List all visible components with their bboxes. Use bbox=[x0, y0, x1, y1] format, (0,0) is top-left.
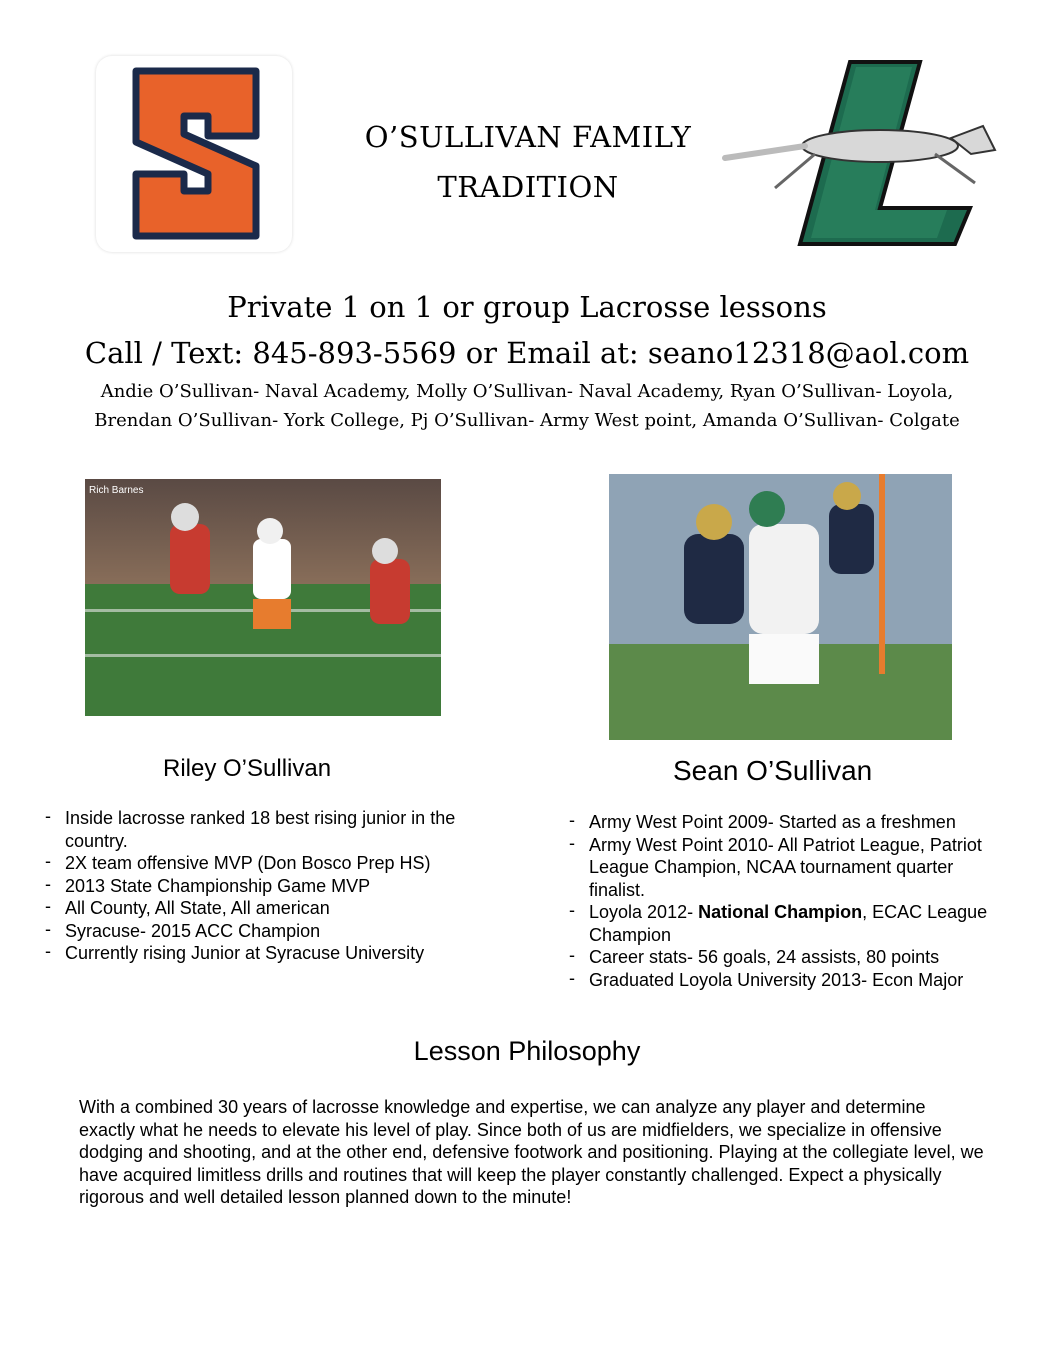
loyola-l-logo bbox=[715, 58, 1005, 248]
bullet-text: , ECAC League Champion bbox=[589, 902, 988, 945]
list-item: - Army West Point 2009- Started as a freshmen bbox=[569, 811, 1009, 834]
lessons-line: Private 1 on 1 or group Lacrosse lessons bbox=[227, 290, 827, 324]
contact-line: Call / Text: 845-893-5569 or Email at: seano12318@aol.com bbox=[84, 336, 970, 370]
family-line-1: Andie O’Sullivan- Naval Academy, Molly O’Sullivan- Naval Academy, Ryan O’Sullivan- Loyola, bbox=[100, 381, 954, 402]
sean-photo bbox=[609, 474, 952, 740]
list-item: - Inside lacrosse ranked 18 best rising junior in the country. bbox=[45, 807, 465, 852]
sean-name: Sean O’Sullivan bbox=[673, 755, 873, 786]
riley-name: Riley O’Sullivan bbox=[163, 755, 332, 782]
title-line-1: O’SULLIVAN FAMILY bbox=[364, 120, 692, 154]
list-item: - All County, All State, All american bbox=[45, 897, 465, 920]
philosophy-title: Lesson Philosophy bbox=[413, 1036, 641, 1066]
sean-achievements bbox=[569, 811, 1009, 991]
photo-credit: Rich Barnes bbox=[89, 485, 144, 496]
list-item: - Currently rising Junior at Syracuse University bbox=[45, 942, 465, 965]
list-item: - Career stats- 56 goals, 24 assists, 80 points bbox=[569, 946, 1009, 969]
contact-block bbox=[0, 284, 1054, 376]
list-item: - 2X team offensive MVP (Don Bosco Prep HS) bbox=[45, 852, 465, 875]
syracuse-s-logo bbox=[96, 56, 292, 252]
family-list bbox=[0, 377, 1054, 435]
list-item bbox=[569, 901, 1009, 946]
page-title bbox=[300, 112, 756, 212]
riley-photo bbox=[85, 479, 441, 716]
title-line-2: TRADITION bbox=[437, 170, 619, 204]
list-item: - Syracuse- 2015 ACC Champion bbox=[45, 920, 465, 943]
family-line-2: Brendan O’Sullivan- York College, Pj O’Sullivan- Army West point, Amanda O’Sullivan- Colgate bbox=[94, 410, 960, 431]
bullet-text: Loyola 2012- bbox=[589, 902, 699, 922]
philosophy-body: With a combined 30 years of lacrosse knowledge and expertise, we can analyze any player and determine exactly what he needs to elevate his level of play. Since both of us are midfielders, we specialize in offensive dodging and shooting, and at the other end, defensive footwork and positioning. Playing at the collegiate level, we have acquired limitless drills and routines that will keep the player constantly challenged. Expect a physically rigorous and well detailed lesson planned down to the minute! bbox=[79, 1097, 984, 1207]
list-item: - 2013 State Championship Game MVP bbox=[45, 875, 465, 898]
list-item: - Army West Point 2010- All Patriot League, Patriot League Champion, NCAA tournament quarter finalist. bbox=[569, 834, 1009, 902]
riley-achievements bbox=[45, 807, 465, 965]
national-champion-text: National Champion bbox=[698, 902, 863, 922]
list-item: - Graduated Loyola University 2013- Econ Major bbox=[569, 969, 1009, 992]
